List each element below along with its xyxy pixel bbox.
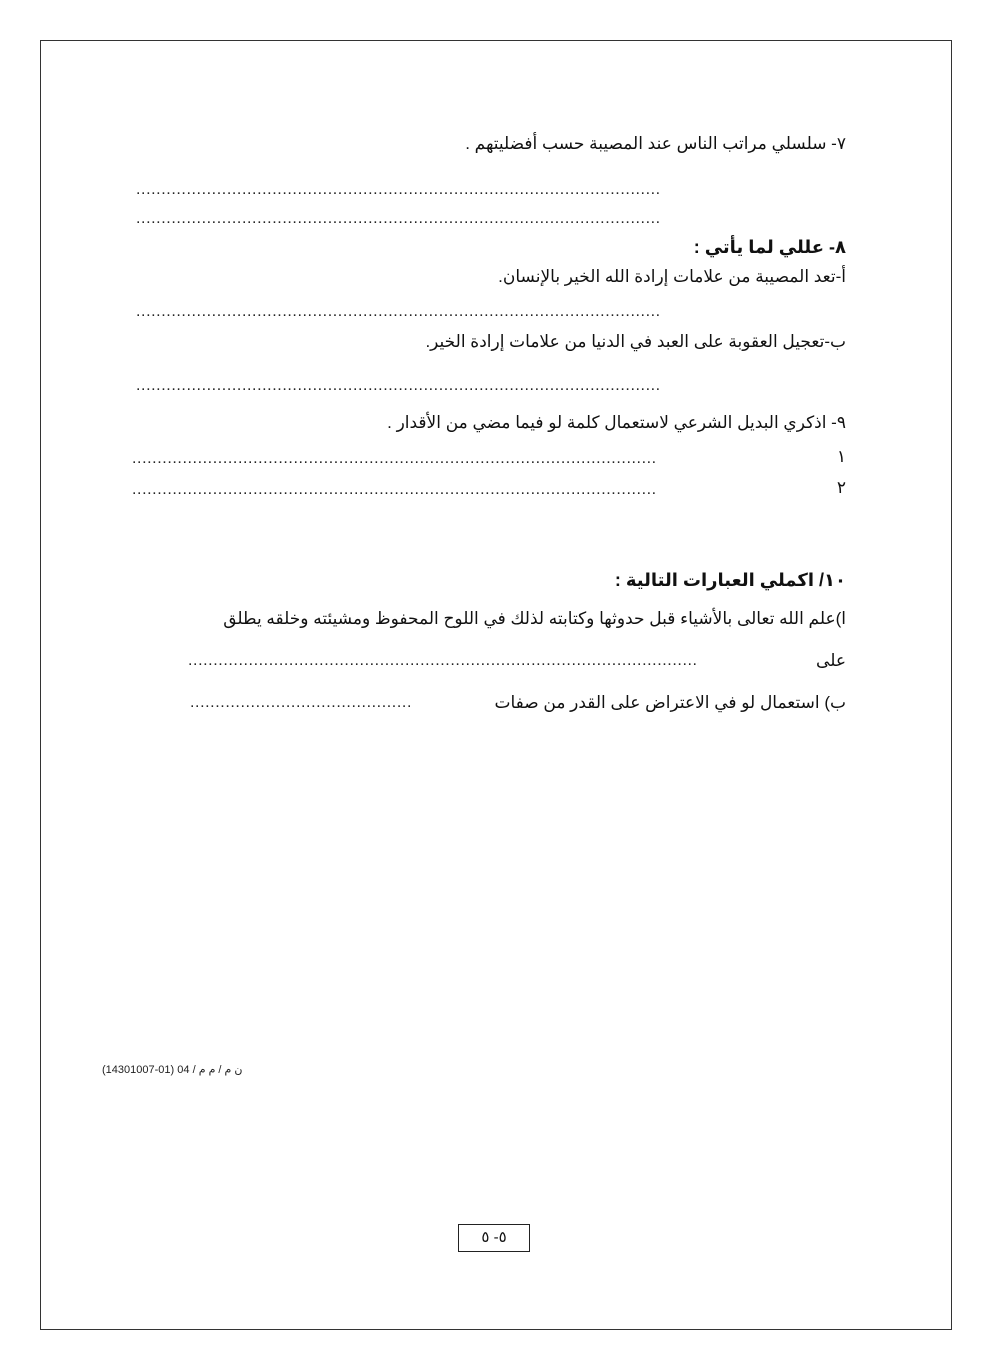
q9-item-2-label: ٢ bbox=[836, 478, 846, 497]
q7-prompt: ٧- سلسلي مراتب الناس عند المصيبة حسب أفضليتهم . bbox=[465, 134, 846, 153]
page-frame bbox=[40, 40, 952, 1330]
q10-a-dots: ..................................................................................................... bbox=[188, 652, 698, 669]
q9-item-1-dots: ........................................................................................................ bbox=[132, 450, 657, 467]
q10-b-dots: ............................................ bbox=[190, 694, 412, 711]
q10-b-text: ب) استعمال لو في الاعتراض على القدر من صفات bbox=[494, 693, 846, 712]
q7-answer-line-1: ........................................................................................................ bbox=[136, 181, 661, 198]
page-number: ٥- ٥ bbox=[458, 1224, 530, 1252]
q8-a-prompt: أ-تعد المصيبة من علامات إرادة الله الخير بالإنسان. bbox=[498, 267, 846, 286]
q9-item-2-dots: ........................................................................................................ bbox=[132, 481, 657, 498]
document-code: ن م / م م / 04 (01-14301007) bbox=[102, 1064, 243, 1076]
q8-a-answer: ........................................................................................................ bbox=[136, 303, 661, 320]
q10-a-text: ا)علم الله تعالى بالأشياء قبل حدوثها وكتابته لذلك في اللوح المحفوظ ومشيئته وخلقه يطلق bbox=[223, 609, 846, 628]
q8-heading: ٨- عللي لما يأتي : bbox=[693, 237, 846, 257]
q7-answer-line-2: ........................................................................................................ bbox=[136, 210, 661, 227]
q8-b-prompt: ب-تعجيل العقوبة على العبد في الدنيا من علامات إرادة الخير. bbox=[425, 332, 846, 351]
q10-a-continuation: على bbox=[816, 651, 846, 670]
q9-prompt: ٩- اذكري البديل الشرعي لاستعمال كلمة لو فيما مضي من الأقدار . bbox=[387, 413, 846, 432]
q10-heading: ١٠/ اكملي العبارات التالية : bbox=[614, 570, 846, 590]
q9-item-1-label: ١ bbox=[836, 447, 846, 466]
q8-b-answer: ........................................................................................................ bbox=[136, 377, 661, 394]
